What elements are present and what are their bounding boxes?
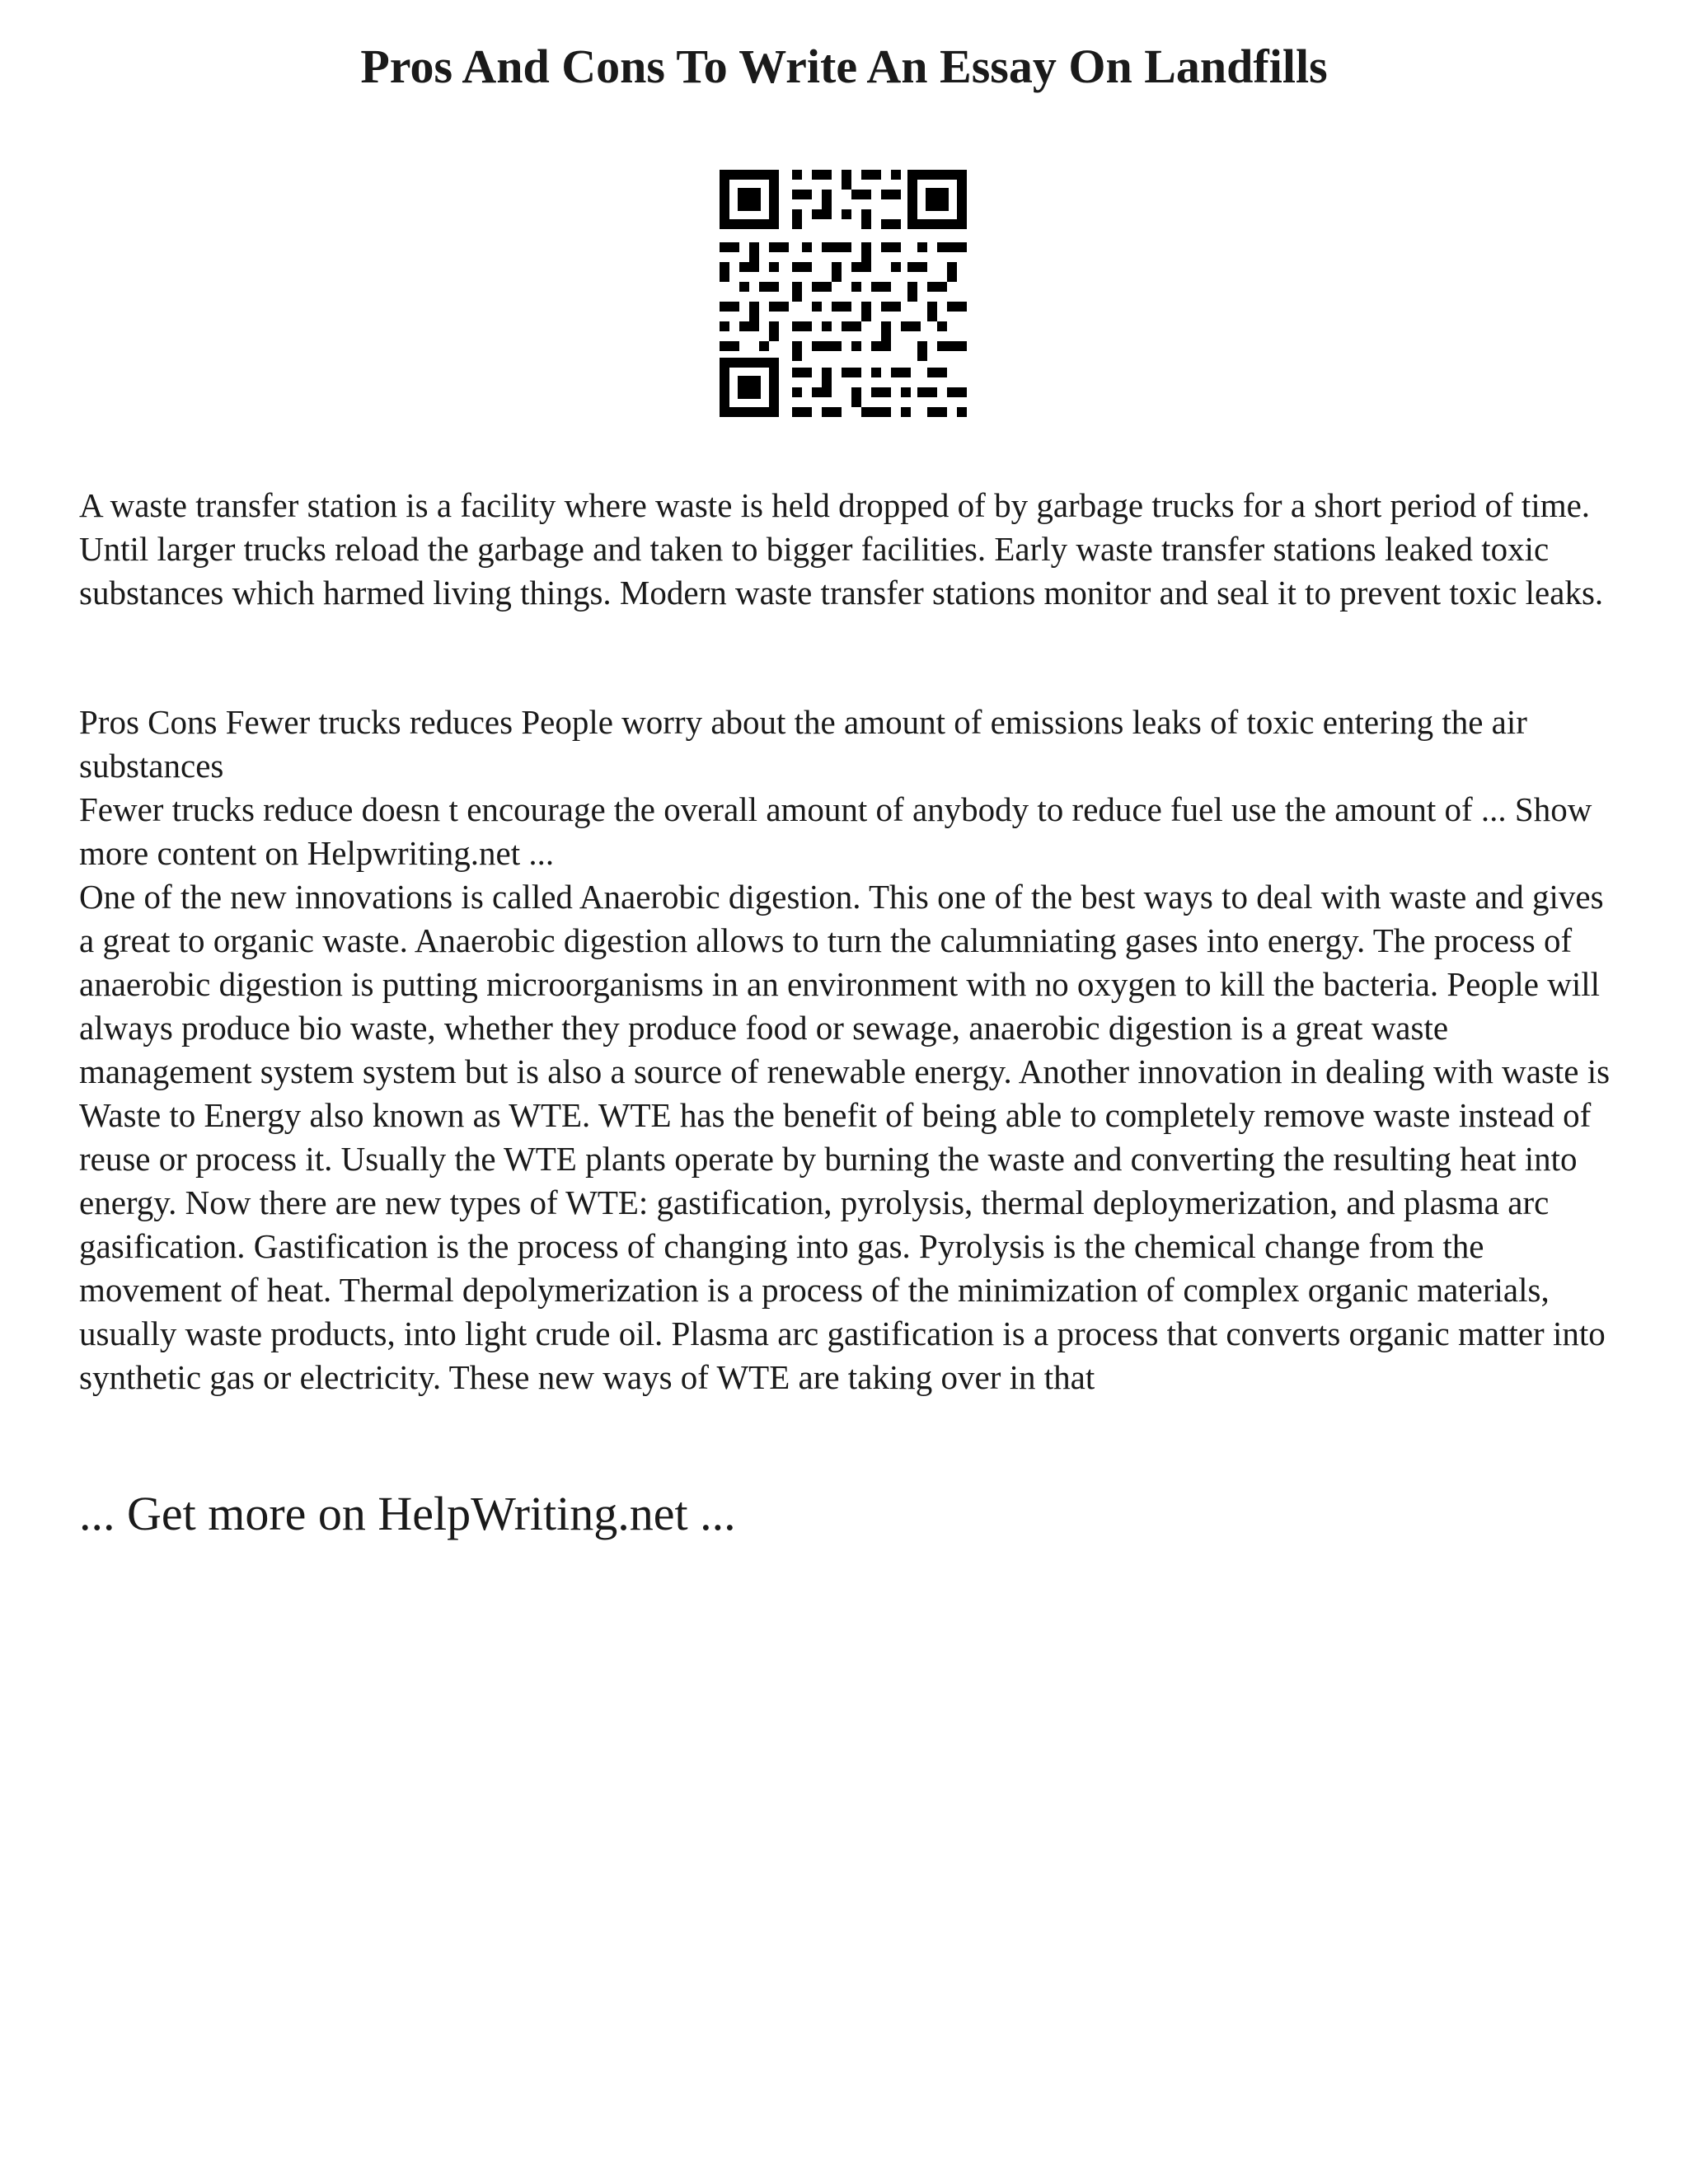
document-title: Pros And Cons To Write An Essay On Landfills: [360, 40, 1328, 93]
qr-code-image: [720, 170, 967, 417]
get-more-link[interactable]: ... Get more on HelpWriting.net ...: [79, 1487, 736, 1540]
body-paragraph-waste-transfer: A waste transfer station is a facility where waste is held dropped of by garbage trucks for a short period of time. Until larger trucks reload the garbage and taken to bigger facilities. Early waste transfer stations leaked toxic substances which harmed living things. Modern waste transfer stations monitor and seal it to prevent toxic leaks.: [79, 486, 1604, 612]
body-paragraph-pros-cons: Pros Cons Fewer trucks reduces People worry about the amount of emissions leaks of toxic entering the air substances Fewer trucks reduce doesn t encourage the overall amount of anybody to reduce fuel use the amount of ... Show more content on Helpwriting.net ... One of the new innovations is called Anaerobic digestion. This one of the best ways to deal with waste and gives a great to organic waste. Anaerobic digestion allows to turn the calumniating gases into energy. The process of anaerobic digestion is putting microorganisms in an environment with no oxygen to kill the bacteria. People will always produce bio waste, whether they produce food or sewage, anaerobic digestion is a great waste management system system but is also a source of renewable energy. Another innovation in dealing with waste is Waste to Energy also known as WTE. WTE has the benefit of being able to completely remove waste instead of reuse or process it. Usually the WTE plants operate by burning the waste and converting the resulting heat into energy. Now there are new types of WTE: gastification, pyrolysis, thermal deploymerization, and plasma arc gasification. Gastification is the process of changing into gas. Pyrolysis is the chemical change from the movement of heat. Thermal depolymerization is a process of the minimization of complex organic materials, usually waste products, into light crude oil. Plasma arc gastification is a process that converts organic matter into synthetic gas or electricity. These new ways of WTE are taking over in that: [79, 703, 1611, 1396]
qr-code-icon: [720, 170, 967, 417]
